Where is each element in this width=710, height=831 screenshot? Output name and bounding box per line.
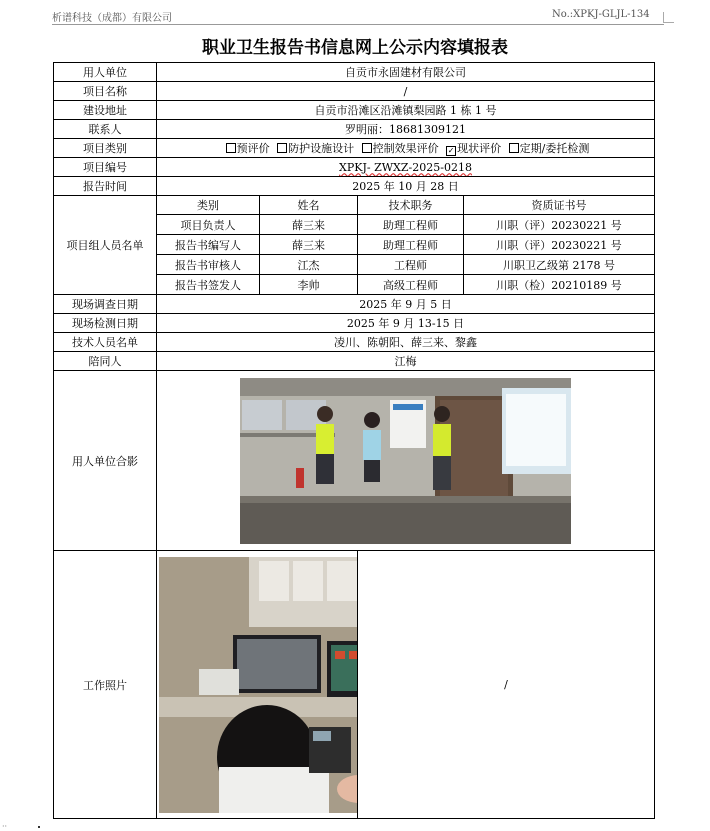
member-title: 助理工程师 (358, 235, 464, 255)
member-name: 李帅 (260, 275, 358, 295)
crop-mark (663, 12, 674, 23)
option-periodic-test-label: 定期/委托检测 (519, 142, 590, 155)
member-role: 报告书审核人 (157, 255, 260, 275)
member-cert: 川职（评）20230221 号 (464, 235, 655, 255)
project-name-label: 项目名称 (54, 82, 157, 101)
margin-mark: ·· (2, 822, 8, 831)
member-title: 高级工程师 (358, 275, 464, 295)
escort-label: 陪同人 (54, 352, 157, 371)
employer-label: 用人单位 (54, 63, 157, 82)
row-contact (54, 120, 655, 139)
member-cert: 川职（检）20210189 号 (464, 275, 655, 295)
category-options (157, 139, 655, 158)
work-photos-label: 工作照片 (54, 551, 157, 819)
team-header-cert: 资质证书号 (464, 196, 655, 215)
work-photo-image (159, 557, 358, 813)
escort-value: 江梅 (157, 352, 655, 371)
member-role: 项目负责人 (157, 215, 260, 235)
work-photo-cell (157, 551, 358, 819)
row-escort (54, 352, 655, 371)
corner-dot (38, 826, 40, 828)
row-test-date (54, 314, 655, 333)
group-photo-cell (157, 371, 655, 551)
group-photo-label: 用人单位合影 (54, 371, 157, 551)
member-cert: 川职卫乙级第 2178 号 (464, 255, 655, 275)
option-status-eval-label: 现状评价 (457, 142, 502, 155)
survey-date-label: 现场调查日期 (54, 295, 157, 314)
checkbox-protection-design[interactable] (277, 143, 287, 153)
option-control-effect-label: 控制效果评价 (372, 142, 439, 155)
member-name: 江杰 (260, 255, 358, 275)
report-time-value: 2025 年 10 月 28 日 (157, 177, 655, 196)
team-label: 项目组人员名单 (54, 196, 157, 295)
checkbox-status-eval[interactable]: ✓ (447, 146, 455, 155)
member-cert: 川职（评）20230221 号 (464, 215, 655, 235)
project-no-label: 项目编号 (54, 158, 157, 177)
checkbox-periodic-test[interactable] (509, 143, 519, 153)
member-name: 薛三来 (260, 235, 358, 255)
checkbox-control-effect[interactable] (362, 143, 372, 153)
row-report-time (54, 177, 655, 196)
option-protection-design-label: 防护设施设计 (288, 142, 355, 155)
contact-value: 罗明丽：18681309121 (157, 120, 655, 139)
member-name: 薛三来 (260, 215, 358, 235)
member-role: 报告书签发人 (157, 275, 260, 295)
group-photo (240, 378, 571, 544)
row-address (54, 101, 655, 120)
address-value: 自贡市沿滩区沿滩镇梨园路 1 栋 1 号 (157, 101, 655, 120)
document-number: No.:XPKJ-GLJL-134 (552, 9, 650, 20)
header-divider (52, 24, 664, 25)
team-header-name: 姓名 (260, 196, 358, 215)
member-title: 助理工程师 (358, 215, 464, 235)
row-project-name (54, 82, 655, 101)
row-group-photo (54, 371, 655, 551)
row-survey-date (54, 295, 655, 314)
test-date-label: 现场检测日期 (54, 314, 157, 333)
test-date-value: 2025 年 9 月 13-15 日 (157, 314, 655, 333)
work-photo (159, 557, 358, 813)
member-role: 报告书编写人 (157, 235, 260, 255)
project-no-value: XPKJ- ZWXZ-2025-0218 (339, 160, 472, 174)
project-no-cell (157, 158, 655, 177)
company-header: 析谱科技（成都）有限公司 (52, 13, 172, 24)
technicians-label: 技术人员名单 (54, 333, 157, 352)
team-header-title: 技术职务 (358, 196, 464, 215)
disclosure-form-table (53, 62, 655, 819)
employer-value: 自贡市永固建材有限公司 (157, 63, 655, 82)
row-technicians (54, 333, 655, 352)
row-employer (54, 63, 655, 82)
team-header-row (54, 196, 655, 215)
row-category (54, 139, 655, 158)
technicians-value: 凌川、陈朝阳、薛三来、黎鑫 (157, 333, 655, 352)
page-title: 职业卫生报告书信息网上公示内容填报表 (202, 38, 508, 58)
contact-label: 联系人 (54, 120, 157, 139)
row-project-no (54, 158, 655, 177)
category-label: 项目类别 (54, 139, 157, 158)
survey-date-value: 2025 年 9 月 5 日 (157, 295, 655, 314)
work-photo-2-placeholder: / (358, 551, 655, 819)
option-pre-eval-label: 预评价 (236, 142, 270, 155)
member-title: 工程师 (358, 255, 464, 275)
group-photo-image (240, 378, 571, 544)
project-name-value: / (157, 82, 655, 101)
address-label: 建设地址 (54, 101, 157, 120)
report-time-label: 报告时间 (54, 177, 157, 196)
checkbox-pre-eval[interactable] (226, 143, 236, 153)
row-work-photos (54, 551, 655, 819)
team-header-category: 类别 (157, 196, 260, 215)
